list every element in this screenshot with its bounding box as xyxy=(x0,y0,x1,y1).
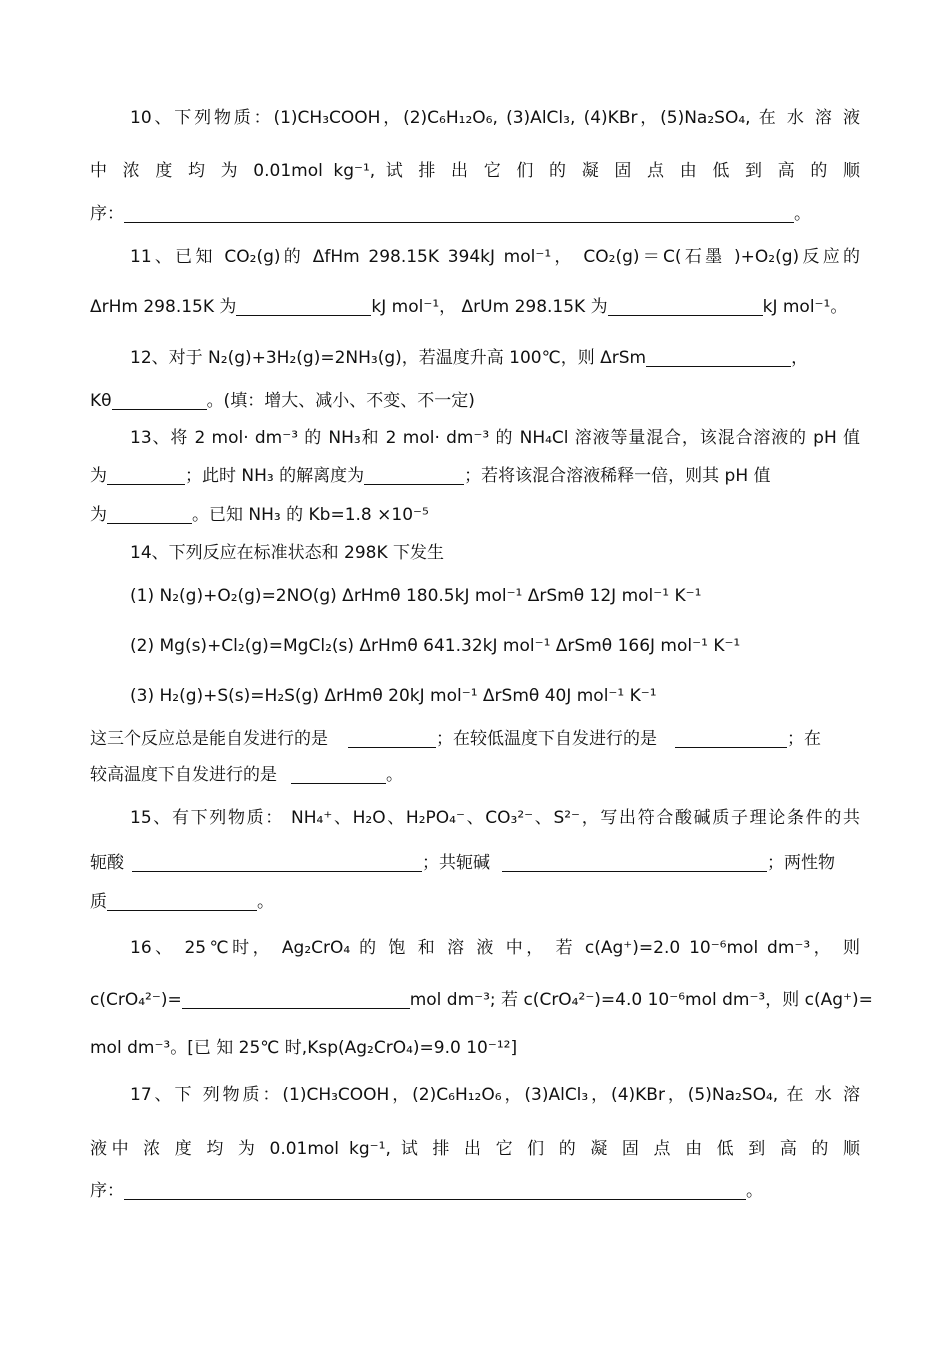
q14-reaction-2: (2) Mg(s)+Cl₂(g)=MgCl₂(s) ΔrHmθ 641.32kJ mol⁻¹ ΔrSmθ 166J mol⁻¹ K⁻¹ xyxy=(130,636,741,656)
q11-blank-u[interactable] xyxy=(608,297,763,316)
q12-tail: 。(填：增大、减小、不变、不一定) xyxy=(206,391,475,411)
q10-line1: 10、下列物质：(1)CH₃COOH，(2)C₆H₁₂O₆, (3)AlCl₃, (4)KBr，(5)Na₂SO₄, 在 水 溶 液 xyxy=(130,108,860,128)
q14-s1a: 这三个反应总是能自发进行的是 xyxy=(90,729,328,749)
q17-end: 。 xyxy=(746,1181,763,1201)
q16-line3: mol dm⁻³。[已 知 25℃ 时,Ksp(Ag₂CrO₄)=9.0 10⁻¹²] xyxy=(90,1038,518,1058)
q13-l2c: ；若将该混合溶液稀释一倍，则其 pH 值 xyxy=(464,466,771,486)
q12-text: 12、对于 N₂(g)+3H₂(g)=2NH₃(g)，若温度升高 100℃，则 ΔrSm xyxy=(130,348,647,368)
q11-line2 xyxy=(90,295,860,319)
q14-blank-high[interactable] xyxy=(291,765,386,784)
q11-part-c: kJ mol⁻¹。 xyxy=(762,297,848,317)
q17-line3 xyxy=(90,1179,860,1203)
q15-l3a: 质 xyxy=(90,892,107,912)
q10-end: 。 xyxy=(794,204,811,224)
q14-line6 xyxy=(90,763,860,787)
q14-s1c: ；在 xyxy=(787,729,821,749)
q16-line1: 16、 25℃时， Ag₂CrO₄ 的 饱 和 溶 液 中， 若 c(Ag⁺)=2.0 10⁻⁶mol dm⁻³， 则 xyxy=(130,938,860,958)
q15-blank-amph[interactable] xyxy=(107,892,257,911)
q12-blank-s[interactable] xyxy=(646,348,791,367)
q14-s1b: ；在较低温度下自发进行的是 xyxy=(436,729,657,749)
q13-blank-alpha[interactable] xyxy=(364,466,464,485)
q15-line1: 15、有下列物质： NH₄⁺、H₂O、H₂PO₄⁻、CO₃²⁻、S²⁻，写出符合酸碱质子理论条件的共 xyxy=(130,808,860,828)
q16-blank-cro4[interactable] xyxy=(182,990,410,1009)
q14-line5 xyxy=(90,727,860,751)
q10-answer-blank[interactable] xyxy=(124,204,794,223)
q13-line2 xyxy=(90,464,860,488)
q10-label: 序： xyxy=(90,204,124,224)
q16-line2 xyxy=(90,988,873,1012)
q13-blank-ph2[interactable] xyxy=(107,505,192,524)
q14-s2a: 较高温度下自发进行的是 xyxy=(90,765,277,785)
q13-blank-ph[interactable] xyxy=(107,466,185,485)
q17-line1: 17、下 列物质：(1)CH₃COOH，(2)C₆H₁₂O₆，(3)AlCl₃，(4)KBr，(5)Na₂SO₄, 在 水 溶 xyxy=(130,1085,860,1105)
q15-l2a: 轭酸 xyxy=(90,853,124,873)
q13-line1: 13、将 2 mol· dm⁻³ 的 NH₃和 2 mol· dm⁻³ 的 NH₄Cl 溶液等量混合，该混合溶液的 pH 值 xyxy=(130,428,860,448)
q14-reaction-3: (3) H₂(g)+S(s)=H₂S(g) ΔrHmθ 20kJ mol⁻¹ ΔrSmθ 40J mol⁻¹ K⁻¹ xyxy=(130,686,657,706)
q13-l3a: 为 xyxy=(90,505,107,525)
q14-blank-always[interactable] xyxy=(348,729,436,748)
q14-blank-low[interactable] xyxy=(675,729,787,748)
q13-l3b: 。已知 NH₃ 的 Kb=1.8 ×10⁻⁵ xyxy=(192,505,429,525)
q15-l2c: ；两性物 xyxy=(767,853,835,873)
q12-k: Kθ xyxy=(90,391,112,411)
q12-blank-k[interactable] xyxy=(112,391,207,410)
q17-answer-blank[interactable] xyxy=(124,1181,746,1200)
q17-line2: 液中 浓 度 均 为 0.01mol kg⁻¹, 试 排 出 它 们 的 凝 固 点 由 低 到 高 的 顺 xyxy=(90,1139,860,1159)
q16-l2a: c(CrO₄²⁻)= xyxy=(90,990,182,1010)
q15-blank-base[interactable] xyxy=(502,853,767,872)
q14-line1: 14、下列反应在标准状态和 298K 下发生 xyxy=(130,543,445,563)
q11-blank-h[interactable] xyxy=(236,297,371,316)
q13-line3 xyxy=(90,503,860,527)
q15-line2 xyxy=(90,851,860,875)
q15-blank-acid[interactable] xyxy=(132,853,422,872)
q12-comma: ， xyxy=(791,348,809,368)
q11-line1: 11、已知 CO₂(g)的 ΔfHm 298.15K 394kJ mol⁻¹， CO₂(g)＝C(石墨 )+O₂(g)反应的 xyxy=(130,247,860,267)
q14-reaction-1: (1) N₂(g)+O₂(g)=2NO(g) ΔrHmθ 180.5kJ mol⁻¹ ΔrSmθ 12J mol⁻¹ K⁻¹ xyxy=(130,586,702,606)
q17-label: 序： xyxy=(90,1181,124,1201)
q16-l2b: mol dm⁻³; 若 c(CrO₄²⁻)=4.0 10⁻⁶mol dm⁻³，则 c(Ag⁺)= xyxy=(409,990,873,1010)
q14-s2b: 。 xyxy=(386,765,403,785)
q11-part-b: kJ mol⁻¹， ΔrUm 298.15K 为 xyxy=(371,297,608,317)
q13-l2a: 为 xyxy=(90,466,107,486)
q11-part-a: ΔrHm 298.15K 为 xyxy=(90,297,237,317)
q12-line2 xyxy=(90,389,860,413)
q13-l2b: ；此时 NH₃ 的解离度为 xyxy=(185,466,365,486)
q15-l2b: ；共轭碱 xyxy=(422,853,490,873)
q10-line2: 中 浓 度 均 为 0.01mol kg⁻¹, 试 排 出 它 们 的 凝 固 点 由 低 到 高 的 顺 xyxy=(90,161,860,181)
q15-l3b: 。 xyxy=(257,892,274,912)
q15-line3 xyxy=(90,890,860,914)
q10-line3 xyxy=(90,202,860,226)
q12-line1 xyxy=(130,346,860,370)
